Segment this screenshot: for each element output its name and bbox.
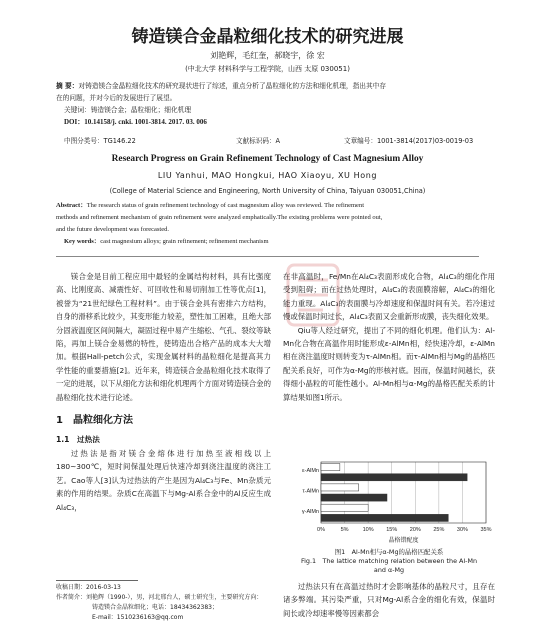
author-intro: 作者简介：刘艳辉（1990-），男，河北邢台人，硕士研究生，主要研究方向： [56, 594, 263, 601]
abstract-en-line1: The research status of grain refinement technology of cast magnesium alloy was reviewed. The refinement [86, 202, 364, 209]
received-date: 收稿日期：2016-03-13 [56, 584, 121, 591]
chart-bar [321, 474, 467, 481]
x-axis-label: 晶格错配度 [388, 537, 419, 544]
y-category-label: ε-AlMn [302, 468, 319, 475]
right-paragraph-1: 在非高温时，Fe/Mn在Al₄C₃表面形成化合物，Al₄C₃的细化作用受到阻碍；而在过热处理时，Al₄C₃的表面膜溶解，Al₄C₃的细化能力重现。Al₄C₃的表面膜与冷却速度和保温时间有关。若冷速过慢或保温时间过长，Al₄C₃表面又会重新形成膜，丧失细化效果。 [283, 272, 495, 322]
keywords-label-cn: 关键词： [64, 106, 91, 114]
footnotes [56, 583, 262, 623]
section-heading-1-1: 1.1 过热法 [56, 435, 100, 445]
chart-bar [321, 464, 340, 471]
section-divider [56, 256, 479, 257]
right-paragraph-2: Qiu等人经过研究，提出了不同的细化机理。他们认为：Al-Mn化合物在高温作用时能形成ε-AlMn相，经快速冷却，ε-AlMn相在浇注温度时则转变为τ-AlMn相。而τ-AlMn相与Mg的晶格匹配关系良好，可作为α-Mg的形核衬底。因而，保温时间越长，获得细小晶粒的可能性越小。Al-Mn相与α-Mg的晶格匹配关系的计算结果如图1所示。 [283, 325, 495, 402]
keywords-label-en: Key words： [64, 238, 101, 245]
document-code: 文献标识码：A [236, 137, 281, 145]
abstract-label-en: Abstract： [56, 202, 87, 209]
abstract-cn [56, 80, 484, 128]
x-tick-label: 25% [433, 527, 445, 533]
figure-caption [283, 548, 495, 575]
affiliation-en: (College of Material Science and Engineering, North University of China, Taiyuan 030051,China) [109, 187, 426, 195]
abstract-label-cn: 摘 要： [56, 82, 79, 90]
x-tick-label: 30% [456, 527, 468, 533]
abstract-en [56, 200, 486, 248]
authors-en: LIU Yanhui, MAO Hongkui, HAO Xiaoyu, XU Hong [157, 171, 378, 180]
x-tick-label: 35% [480, 527, 492, 533]
abstract-cn-line2: 在的问题，并对今后的发展进行了展望。 [56, 94, 177, 102]
x-tick-label: 15% [386, 527, 398, 533]
x-tick-label: 0% [317, 527, 325, 533]
chart-bar [321, 494, 387, 501]
article-number: 文章编号：1001-3814(2017)03-0019-03 [344, 137, 474, 145]
abstract-en-line3: and the future development was forecasted. [56, 226, 169, 233]
footnote-rule [56, 580, 138, 581]
figure-caption-cn: 图1 Al-Mn相与α-Mg的晶格匹配关系 [334, 548, 444, 556]
chart-bar [321, 484, 359, 491]
superheat-paragraph: 过热法是指对镁合金熔体进行加热至液相线以上180~300℃，短时间保温处理后快速冷却到浇注温度的浇注工艺。Cao等人[3]认为过热法的产生是因为Al₄C₃与Fe、Mn杂质元素的作用的结果。杂质C在高温下与Mg-Al系合金中的Al反应生成Al₄C₃， [56, 448, 271, 512]
x-tick-label: 10% [362, 527, 374, 533]
keywords-cn: 铸造镁合金；晶粒细化；细化机理 [90, 106, 192, 114]
abstract-cn-line1: 对铸造镁合金晶粒细化技术的研究现状进行了综述，重点分析了晶粒细化的方法和细化机理，指出其中存 [78, 82, 387, 90]
intro-paragraph: 镁合金是目前工程应用中最轻的金属结构材料，具有比强度高、比刚度高、减震性好、可回收性和易切削加工性等优点[1]，被誉为“21世纪绿色工程材料”。由于镁合金具有密排六方结构，自身的滑移系比较少，其变形能力较差，塑性加工困难，且绝大部分固液温度区间间隔大，凝固过程中易产生缩松、气孔、裂纹等缺陷，再加上镁合金易燃的特性，使铸造出合格产品的成本大大增加。根据Hall-petch公式，实现金属材料的晶粒细化是提高其力学性能的重要措施[2]。近年来，铸造镁合金晶粒细化技术取得了一定的进展，以下从细化方法和细化机理两个方面对铸造镁合金的晶粒细化技术进行论述。 [56, 272, 271, 402]
author-email: E-mail：1510236163@qq.com [92, 614, 184, 621]
body-column-right-continued [283, 580, 495, 620]
body-column-right [283, 270, 495, 404]
abstract-en-line2: methods and refinement mechanism of grain refinement were analyzed emphatically.The existing problems were pointed out, [56, 214, 383, 221]
x-tick-label: 5% [340, 527, 349, 533]
author-intro-2: 铸造镁合金晶粒细化；电话：18434362383； [92, 604, 218, 611]
paper-title-en: Research Progress on Grain Refinement Technology of Cast Magnesium Alloy [111, 154, 424, 164]
affiliation-cn: (中北大学 材料科学与工程学院，山西 太原 030051) [185, 65, 350, 73]
clc-number: 中图分类号：TG146.22 [64, 137, 136, 145]
y-category-label: γ-AlMn [301, 508, 319, 515]
section-heading-1: 1 晶粒细化方法 [56, 415, 133, 427]
y-category-label: τ-AlMn [302, 488, 319, 495]
authors-cn: 刘艳辉，毛红奎，郝晓宇，徐 宏 [210, 51, 325, 60]
plot-frame [321, 462, 486, 523]
x-tick-label: 20% [409, 527, 421, 533]
right-paragraph-3: 过热法只有在高温过热时才会影响基体的晶粒尺寸，且存在诸多弊端。其污染严重，只对Mg-Al系合金的细化有效，保温时间长或冷却速率慢等因素都会 [283, 582, 495, 618]
keywords-en: cast magnesium alloys; grain refinement; refinement mechanism [100, 238, 269, 245]
figure-caption-en-2: and α-Mg [373, 566, 405, 574]
body-column-left [56, 270, 271, 514]
lattice-mismatch-chart [287, 460, 492, 545]
figure-caption-en-1: Fig.1 The lattice matching relation between the Al-Mn [300, 557, 478, 565]
chart-bar [321, 514, 448, 521]
doi: DOI：10.14158/j. cnki. 1001-3814. 2017. 03. 006 [64, 118, 207, 126]
paper-title-cn: 铸造镁合金晶粒细化技术的研究进展 [131, 27, 404, 47]
chart-bar [321, 504, 368, 511]
